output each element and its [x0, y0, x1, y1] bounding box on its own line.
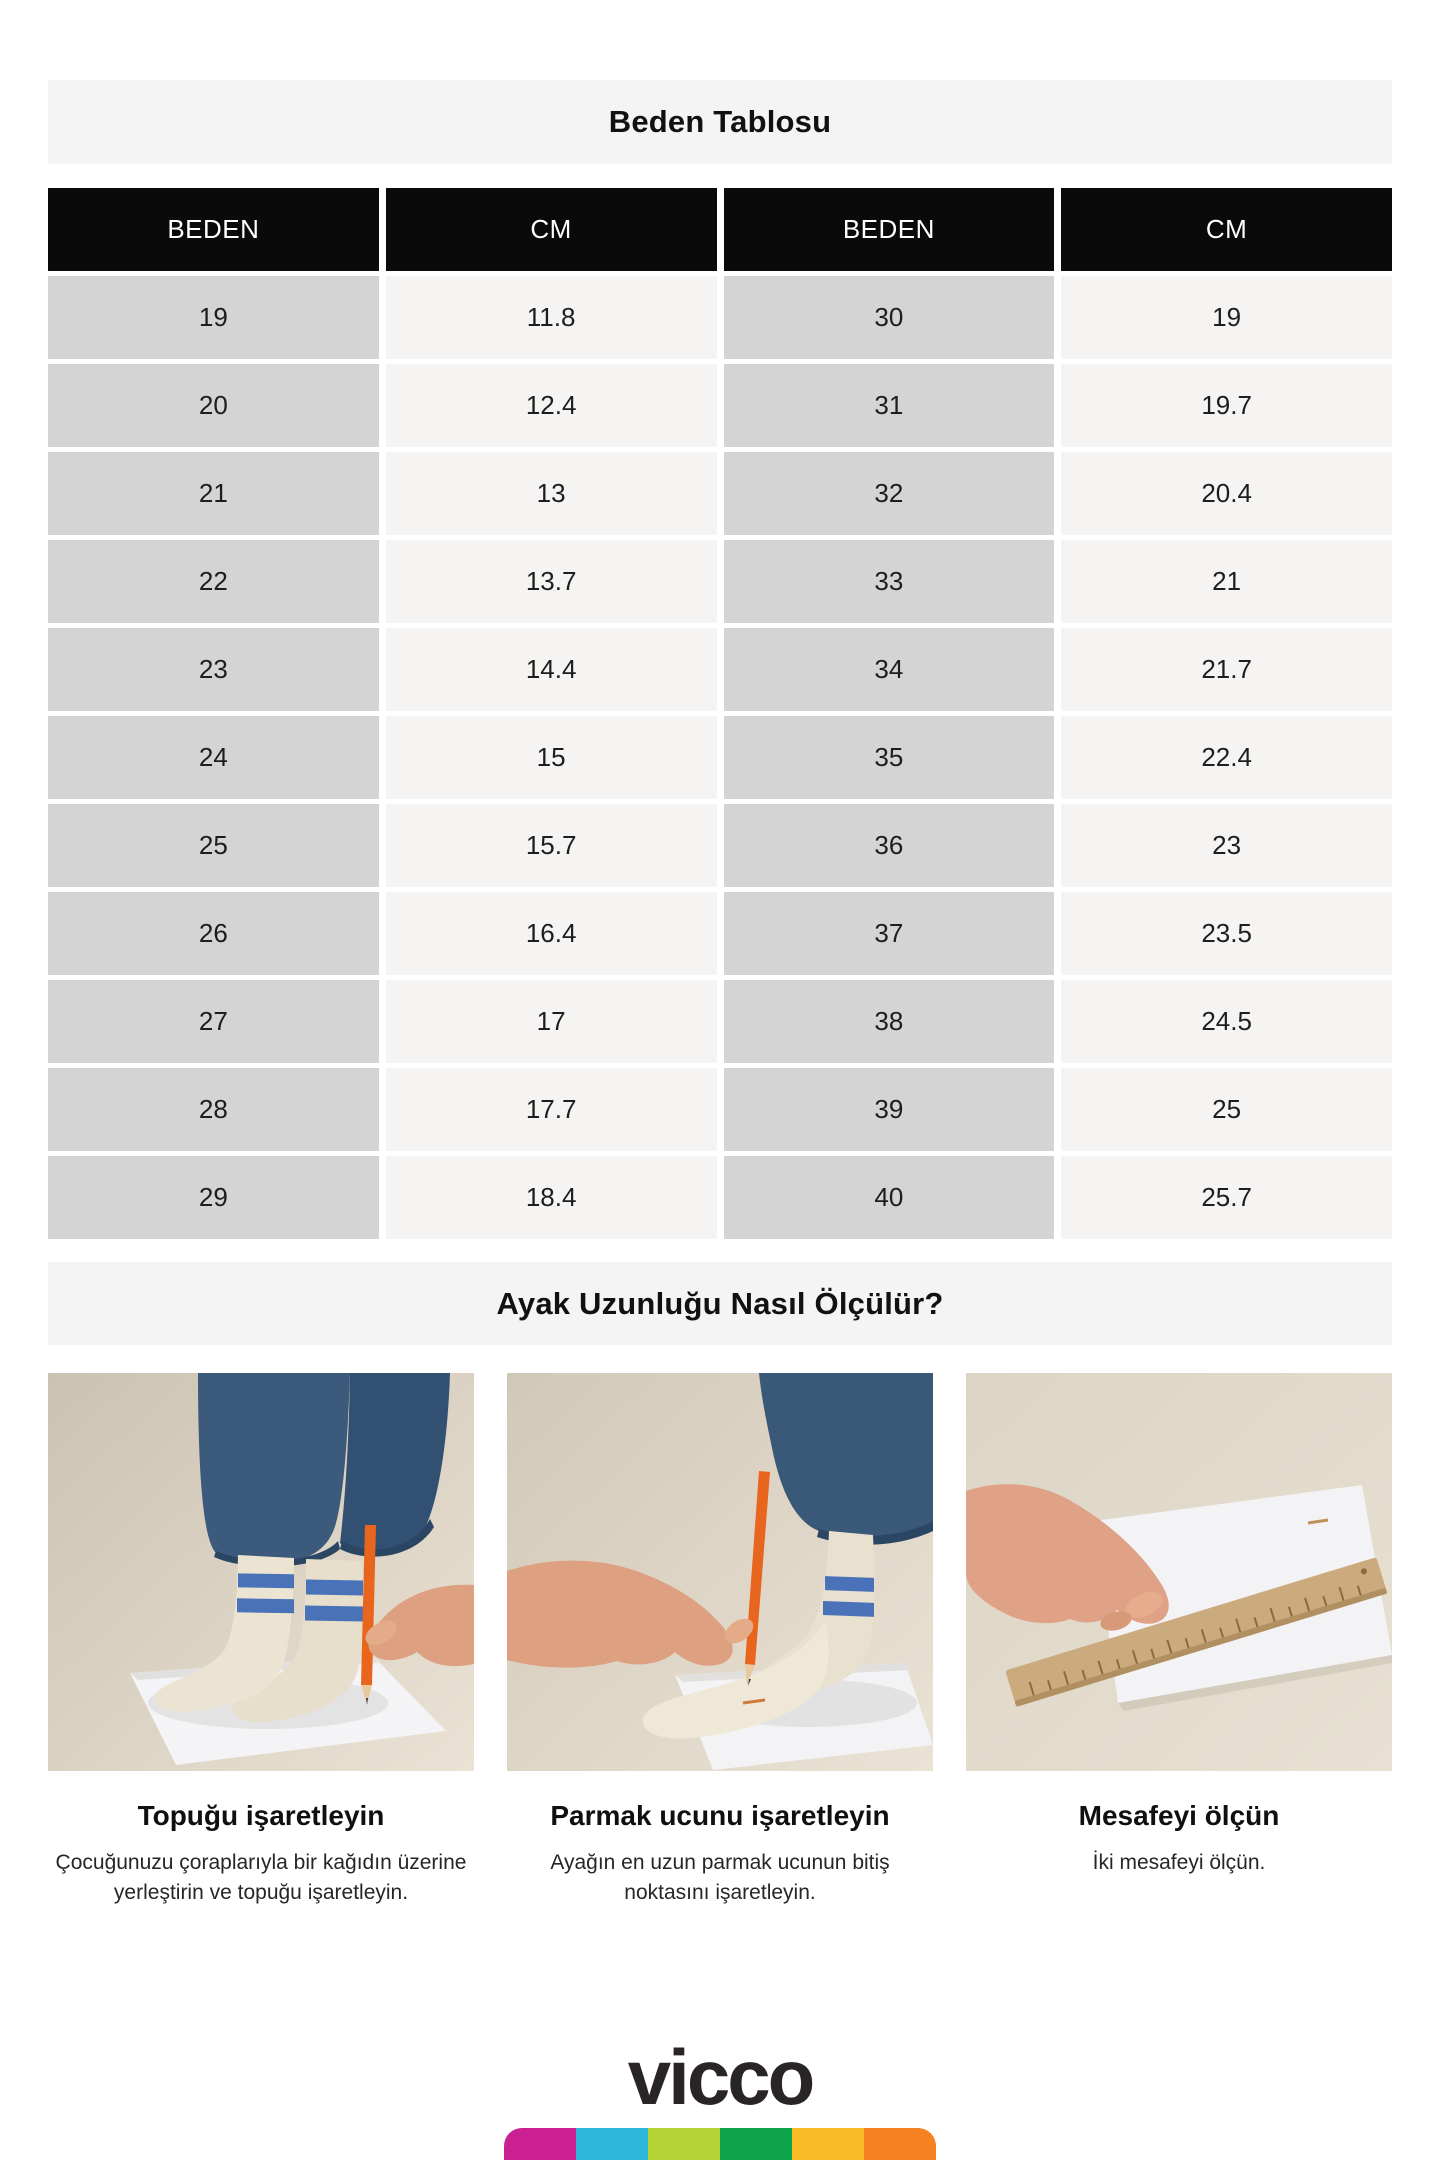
vicco-logo-color-bar — [504, 2128, 936, 2160]
size-cell: 32 — [724, 452, 1055, 535]
size-cell: 27 — [48, 980, 379, 1063]
size-cell: 39 — [724, 1068, 1055, 1151]
cm-cell: 24.5 — [1061, 980, 1392, 1063]
photo-mark-toe-illustration — [507, 1373, 933, 1771]
photo-measure-distance — [966, 1373, 1392, 1771]
photo-measure-illustration — [966, 1373, 1392, 1771]
photo-mark-heel — [48, 1373, 474, 1771]
size-cell: 36 — [724, 804, 1055, 887]
cm-cell: 15.7 — [386, 804, 717, 887]
size-cell: 30 — [724, 276, 1055, 359]
cm-cell: 21.7 — [1061, 628, 1392, 711]
logo-bar-segment-amber — [792, 2128, 864, 2160]
size-cell: 40 — [724, 1156, 1055, 1239]
step-heading: Mesafeyi ölçün — [1078, 1800, 1280, 1831]
column-header-cm: CM — [386, 188, 717, 271]
size-cell: 20 — [48, 364, 379, 447]
cm-cell: 17.7 — [386, 1068, 717, 1151]
cm-cell: 25 — [1061, 1068, 1392, 1151]
cm-cell: 20.4 — [1061, 452, 1392, 535]
logo-bar-segment-green — [720, 2128, 792, 2160]
cm-cell: 11.8 — [386, 276, 717, 359]
size-cell: 22 — [48, 540, 379, 623]
column-header-beden: BEDEN — [48, 188, 379, 271]
step-description: Çocuğunuzu çoraplarıyla bir kağıdın üzerine yerleştirin ve topuğu işaretleyin. — [55, 1851, 467, 1905]
cm-cell: 16.4 — [386, 892, 717, 975]
size-cell: 28 — [48, 1068, 379, 1151]
size-chart-table — [48, 188, 1392, 1239]
column-header-beden: BEDEN — [724, 188, 1055, 271]
cm-cell: 19 — [1061, 276, 1392, 359]
size-cell: 35 — [724, 716, 1055, 799]
cm-cell: 19.7 — [1061, 364, 1392, 447]
step-caption-heel — [48, 1800, 474, 1909]
step-caption-measure — [966, 1800, 1392, 1909]
cm-cell: 22.4 — [1061, 716, 1392, 799]
cm-cell: 21 — [1061, 540, 1392, 623]
size-cell: 19 — [48, 276, 379, 359]
step-heading: Parmak ucunu işaretleyin — [550, 1800, 890, 1831]
size-cell: 34 — [724, 628, 1055, 711]
size-cell: 23 — [48, 628, 379, 711]
logo-bar-segment-lime — [648, 2128, 720, 2160]
size-cell: 24 — [48, 716, 379, 799]
howto-photos — [48, 1373, 1392, 1771]
step-description: İki mesafeyi ölçün. — [1092, 1851, 1266, 1874]
cm-cell: 23 — [1061, 804, 1392, 887]
size-cell: 21 — [48, 452, 379, 535]
logo-bar-segment-magenta — [504, 2128, 576, 2160]
logo-bar-segment-orange — [864, 2128, 936, 2160]
step-heading: Topuğu işaretleyin — [137, 1800, 385, 1831]
size-cell: 25 — [48, 804, 379, 887]
vicco-logo-text: vicco — [627, 2033, 813, 2121]
howto-banner — [48, 1262, 1392, 1345]
cm-cell: 12.4 — [386, 364, 717, 447]
cm-cell: 23.5 — [1061, 892, 1392, 975]
size-cell: 31 — [724, 364, 1055, 447]
cm-cell: 13 — [386, 452, 717, 535]
step-caption-toe — [507, 1800, 933, 1909]
size-cell: 26 — [48, 892, 379, 975]
size-cell: 37 — [724, 892, 1055, 975]
cm-cell: 13.7 — [386, 540, 717, 623]
howto-captions — [48, 1800, 1392, 1909]
size-chart-banner — [48, 80, 1392, 164]
size-cell: 33 — [724, 540, 1055, 623]
cm-cell: 14.4 — [386, 628, 717, 711]
cm-cell: 15 — [386, 716, 717, 799]
cm-cell: 25.7 — [1061, 1156, 1392, 1239]
howto-title: Ayak Uzunluğu Nasıl Ölçülür? — [496, 1285, 944, 1321]
photo-mark-heel-illustration — [48, 1373, 474, 1771]
photo-mark-toe — [507, 1373, 933, 1771]
size-cell: 29 — [48, 1156, 379, 1239]
size-cell: 38 — [724, 980, 1055, 1063]
logo-bar-segment-cyan — [576, 2128, 648, 2160]
size-chart-title: Beden Tablosu — [608, 104, 832, 139]
cm-cell: 17 — [386, 980, 717, 1063]
step-description: Ayağın en uzun parmak ucunun bitiş noktasını işaretleyin. — [550, 1851, 890, 1905]
cm-cell: 18.4 — [386, 1156, 717, 1239]
column-header-cm: CM — [1061, 188, 1392, 271]
